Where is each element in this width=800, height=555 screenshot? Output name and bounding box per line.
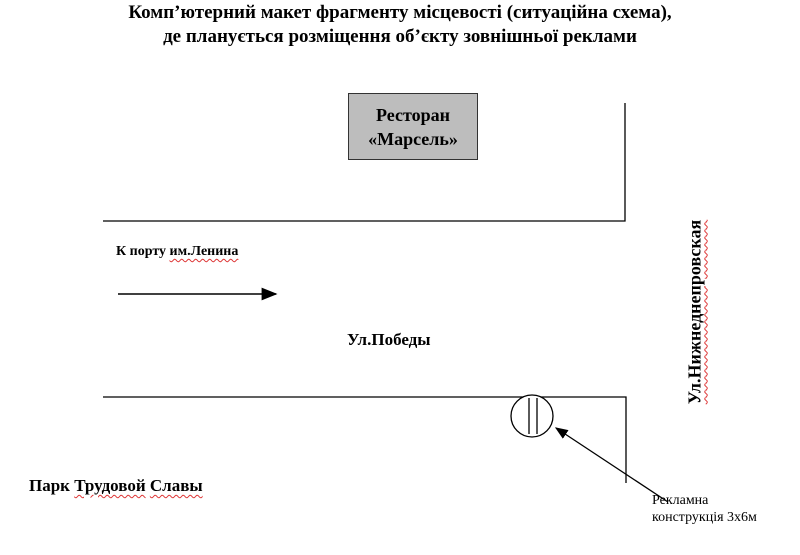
park-label-word-2: Трудовой (74, 476, 146, 495)
park-label-word-4: Славы (149, 476, 203, 495)
billboard-leader (556, 428, 668, 502)
street-label-nizhnedneprovskaya: Ул.Нижнеднепровская (684, 219, 705, 405)
direction-port-name: им.Ленина (169, 244, 239, 259)
direction-prefix: К порту (116, 244, 170, 259)
direction-label (116, 244, 238, 260)
restaurant-label-line-1: Ресторан (376, 104, 450, 125)
map-title-line-1: Комп’ютерний макет фрагменту місцевості (ситуаційна схема), (128, 2, 672, 23)
restaurant-building (348, 93, 478, 160)
restaurant-label-line-2: «Марсель» (368, 128, 458, 149)
map-title-line-2: де планується розміщення об’єкту зовнішньої реклами (163, 26, 637, 47)
billboard-note (652, 492, 757, 526)
billboard-symbol (511, 395, 553, 437)
street-label-pobedy: Ул.Победы (347, 330, 431, 349)
park-label-word-1: Парк (29, 476, 75, 495)
park-label (29, 476, 203, 496)
billboard-note-line-2: конструкція 3х6м (652, 510, 757, 525)
billboard-note-line-1: Рекламна (652, 493, 709, 508)
